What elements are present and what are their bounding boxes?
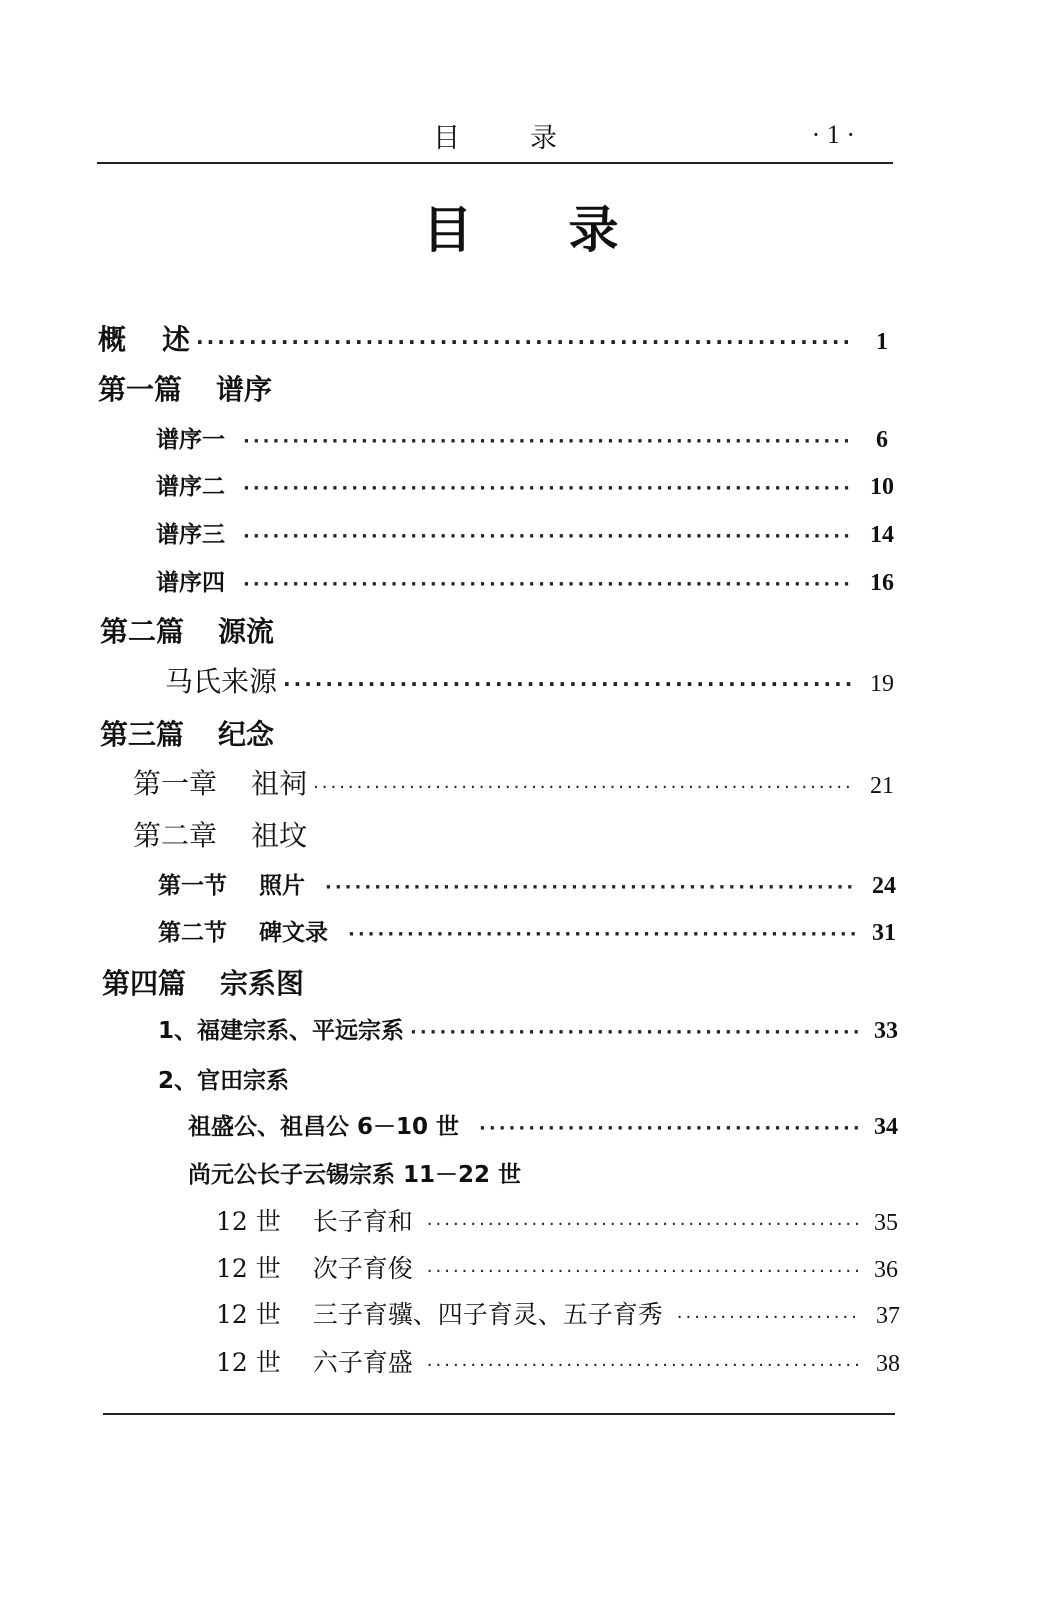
footer-rule: [103, 1413, 895, 1415]
toc-chapter-number: 第一章: [133, 767, 218, 800]
toc-part-number: 第一篇: [98, 373, 183, 406]
toc-label-overview-b: 述: [162, 323, 191, 356]
toc-page: 16: [870, 570, 894, 596]
toc-part-2[interactable]: [100, 610, 274, 650]
toc-part-name: 纪念: [218, 718, 275, 751]
leader-dots: [427, 1261, 858, 1282]
toc-part-4[interactable]: [102, 962, 304, 1002]
toc-section-number: 第二节: [158, 920, 227, 946]
toc-part-name: 谱序: [216, 373, 273, 406]
toc-entry-section-1[interactable]: [158, 867, 896, 900]
toc-page: 1: [876, 329, 888, 355]
toc-part-number: 第二篇: [100, 615, 185, 648]
toc-part-3[interactable]: [100, 713, 274, 753]
toc-entry-preface-1[interactable]: [156, 421, 888, 454]
leader-dots: [243, 574, 854, 595]
toc-chapter-number: 第二章: [133, 819, 218, 852]
toc-entry-generation-3[interactable]: [216, 1295, 900, 1331]
toc-section-number: 第一节: [158, 873, 227, 899]
toc-chapter-name: 祖坟: [251, 819, 308, 852]
toc-label: 祖盛公、祖昌公 6－10 世: [188, 1114, 460, 1140]
toc-entry-preface-2[interactable]: [156, 468, 894, 501]
leader-dots: [243, 431, 848, 452]
toc-generation-name: 三子育骥、四子育灵、五子育秀: [312, 1300, 663, 1329]
leader-dots: [243, 526, 854, 547]
toc-part-number: 第三篇: [100, 718, 185, 751]
toc-entry-origin[interactable]: [165, 660, 894, 700]
leader-dots: [677, 1307, 860, 1328]
toc-page: 37: [876, 1303, 900, 1329]
toc-page: 6: [876, 427, 888, 453]
toc-entry-overview[interactable]: [98, 318, 888, 358]
toc-entry-generation-1[interactable]: [216, 1202, 898, 1238]
toc-page: 19: [870, 671, 894, 697]
toc-entry-generation-2[interactable]: [216, 1249, 898, 1285]
header-title: 目录: [433, 123, 627, 154]
toc-label: 马氏来源: [165, 665, 278, 698]
toc-page: 34: [874, 1114, 898, 1140]
toc-label: 尚元公长子云锡宗系 11－22 世: [188, 1162, 522, 1188]
toc-entry-item-2a[interactable]: [188, 1108, 898, 1141]
header-page-number: · 1 ·: [811, 120, 855, 149]
leader-dots: [196, 330, 848, 354]
toc-part-number: 第四篇: [102, 967, 187, 1000]
toc-entry-chapter-1[interactable]: [133, 762, 894, 802]
leader-dots: [427, 1214, 858, 1235]
toc-entry-preface-3[interactable]: [156, 516, 894, 549]
toc-page: 14: [870, 522, 894, 548]
toc-section-name: 碑文录: [259, 920, 328, 946]
toc-chapter-name: 祖祠: [251, 767, 308, 800]
toc-generation: 12 世: [216, 1348, 281, 1377]
leader-dots: [325, 877, 856, 898]
toc-generation-name: 长子育和: [312, 1207, 413, 1236]
toc-label: 谱序四: [156, 570, 225, 596]
toc-generation: 12 世: [216, 1207, 281, 1236]
toc-generation-name: 六子育盛: [312, 1348, 413, 1377]
running-header: [97, 112, 893, 164]
toc-entry-generation-4[interactable]: [216, 1343, 900, 1379]
toc-page: 21: [870, 773, 894, 799]
toc-generation: 12 世: [216, 1300, 281, 1329]
leader-dots: [283, 672, 854, 696]
toc-label: 1、福建宗系、平远宗系: [158, 1018, 405, 1044]
toc-page: 36: [874, 1257, 898, 1283]
toc-page: 38: [876, 1351, 900, 1377]
toc-entry-section-2[interactable]: [158, 914, 896, 947]
toc-generation-name: 次子育俊: [312, 1254, 413, 1283]
toc-generation: 12 世: [216, 1254, 281, 1283]
toc-section-name: 照片: [259, 873, 305, 899]
toc-part-name: 源流: [218, 615, 275, 648]
toc-entry-preface-4[interactable]: [156, 564, 894, 597]
toc-label: 谱序三: [156, 522, 225, 548]
toc-page: 31: [872, 920, 896, 946]
leader-dots: [427, 1355, 860, 1376]
toc-page: 33: [874, 1018, 898, 1044]
toc-entry-item-2b[interactable]: [188, 1156, 521, 1189]
toc-part-1[interactable]: [98, 368, 272, 408]
toc-page: 35: [874, 1210, 898, 1236]
toc-part-name: 宗系图: [220, 967, 305, 1000]
leader-dots: [479, 1118, 858, 1139]
leader-dots: [348, 924, 856, 945]
leader-dots: [313, 777, 854, 798]
toc-entry-chapter-2[interactable]: [133, 814, 307, 854]
toc-page: 24: [872, 873, 896, 899]
toc-label-overview-a: 概: [98, 323, 127, 356]
toc-entry-item-1[interactable]: [158, 1012, 898, 1045]
toc-label: 2、官田宗系: [158, 1068, 290, 1094]
leader-dots: [243, 478, 854, 499]
toc-label: 谱序一: [156, 427, 225, 453]
leader-dots: [410, 1022, 858, 1043]
page-title: 目录: [422, 201, 715, 259]
toc-entry-item-2[interactable]: [158, 1062, 289, 1095]
toc-page: 10: [870, 474, 894, 500]
toc-label: 谱序二: [156, 474, 225, 500]
